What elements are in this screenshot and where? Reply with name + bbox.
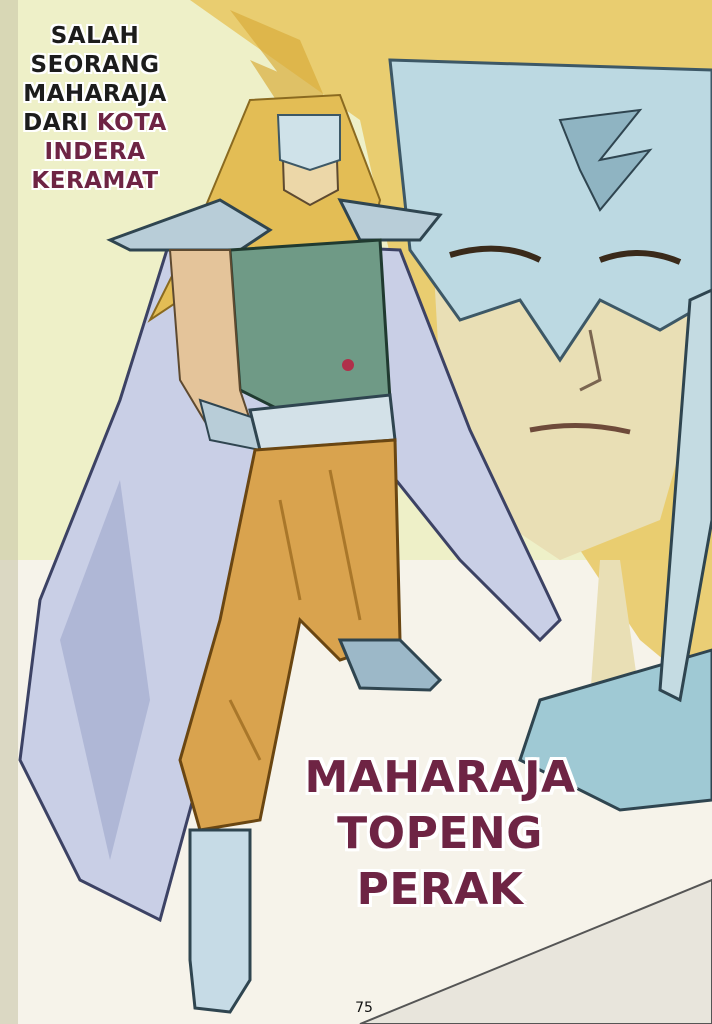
figure-mask: [278, 115, 340, 170]
title-line: TOPENG: [337, 808, 543, 859]
caption-line: INDERA: [44, 139, 146, 165]
intro-caption: [10, 22, 180, 196]
boot-left: [190, 830, 250, 1012]
title-line: PERAK: [356, 864, 524, 915]
caption-line: SALAH: [50, 23, 140, 49]
caption-accent-word: KOTA: [96, 110, 167, 136]
character-title: [280, 750, 600, 918]
caption-line: KERAMAT: [31, 168, 159, 194]
caption-line: MAHARAJA: [23, 81, 167, 107]
page-number: 75: [355, 1000, 373, 1016]
caption-line: [10, 109, 180, 138]
caption-word: DARI: [23, 110, 89, 136]
chest-armor: [230, 240, 390, 420]
title-line: MAHARAJA: [304, 752, 576, 803]
caption-line: SEORANG: [30, 52, 160, 78]
